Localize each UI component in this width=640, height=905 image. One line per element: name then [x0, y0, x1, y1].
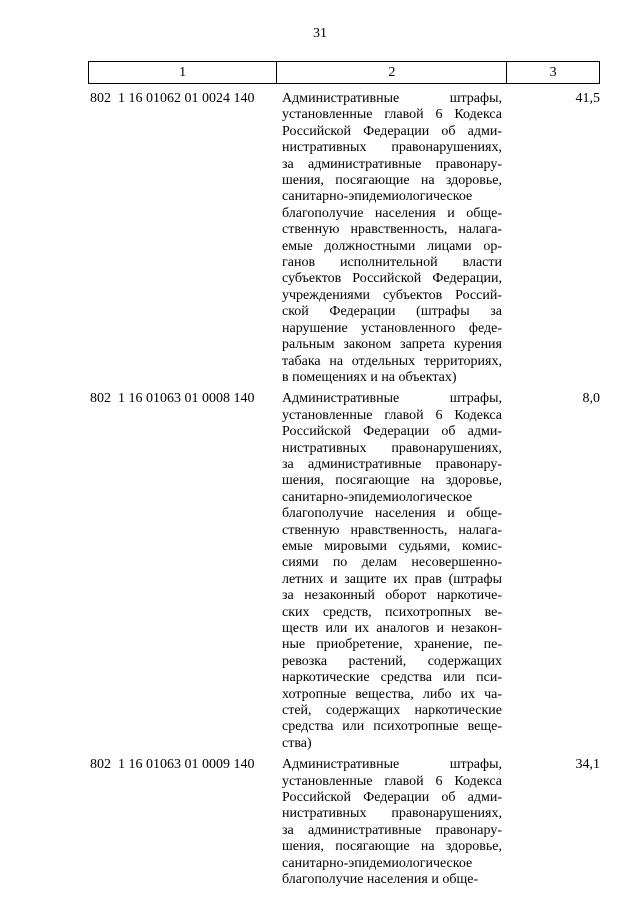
description-line: ской Федерации (штрафы за — [282, 304, 502, 320]
column-header-2: 2 — [276, 62, 506, 83]
description-line: нистративных правонарушениях, — [282, 806, 502, 822]
revenue-description — [280, 91, 502, 386]
description-line: за административные правонару- — [282, 456, 502, 472]
revenue-description — [280, 391, 502, 752]
budget-classification-code: 802 1 16 01063 01 0008 140 — [90, 391, 255, 407]
description-line: ральным законом запрета курения — [282, 337, 502, 353]
table-row — [88, 391, 600, 752]
description-line: шения, посягающие на здоровье, — [282, 473, 502, 489]
description-line: ственную нравственность, налага- — [282, 222, 502, 238]
description-line: благополучие населения и обще- — [282, 872, 479, 888]
table-body — [88, 91, 600, 889]
description-line: за административные правонару- — [282, 156, 502, 172]
description-line: Российской Федерации об адми- — [282, 123, 502, 139]
description-line: санитарно-эпидемиологическое — [282, 189, 473, 205]
description-line: Административные штрафы, — [282, 91, 502, 106]
description-line: емые должностными лицами ор- — [282, 238, 502, 254]
description-line: Российской Федерации об адми- — [282, 790, 502, 806]
column-header-3: 3 — [506, 62, 599, 83]
description-line: за административные правонару- — [282, 822, 502, 838]
description-line: летних и защите их прав (штрафы — [282, 571, 502, 587]
description-line: сиями по делам несовершенно- — [282, 555, 502, 571]
description-line: хотропные вещества, либо их ча- — [282, 686, 502, 702]
description-line: шения, посягающие на здоровье, — [282, 839, 502, 855]
description-line: установленные главой 6 Кодекса — [282, 107, 502, 123]
description-line: емые мировыми судьями, комис- — [282, 538, 502, 554]
description-line: ственную нравственность, налага- — [282, 522, 502, 538]
table-header-row — [88, 61, 600, 84]
description-line: установленные главой 6 Кодекса — [282, 407, 502, 423]
revenue-description — [280, 757, 502, 888]
description-line: ные приобретение, хранение, пе- — [282, 637, 502, 653]
description-line: ганов исполнительной власти — [282, 255, 502, 271]
description-line: ства) — [282, 735, 312, 751]
description-line: благополучие населения и обще- — [282, 506, 502, 522]
table-row — [88, 91, 600, 386]
budget-classification-code: 802 1 16 01062 01 0024 140 — [90, 91, 255, 106]
description-line: средства или психотропные веще- — [282, 719, 502, 735]
description-line: табака на отдельных территориях, — [282, 353, 502, 369]
description-line: Административные штрафы, — [282, 757, 502, 773]
amount-value: 8,0 — [582, 391, 600, 407]
description-line: Административные штрафы, — [282, 391, 502, 407]
table-row — [88, 757, 600, 888]
description-line: нистративных правонарушениях, — [282, 440, 502, 456]
description-line: Российской Федерации об адми- — [282, 424, 502, 440]
description-line: в помещениях и на объектах) — [282, 369, 457, 385]
amount-value: 41,5 — [575, 91, 600, 106]
description-line: ществ или их аналогов и незакон- — [282, 621, 502, 636]
budget-table — [88, 61, 600, 894]
description-line: нистративных правонарушениях, — [282, 140, 502, 156]
page-number: 31 — [313, 26, 327, 41]
description-line: ских средств, психотропных ве- — [282, 604, 502, 620]
column-header-1: 1 — [179, 65, 187, 80]
budget-classification-code: 802 1 16 01063 01 0009 140 — [90, 757, 255, 773]
description-line: за незаконный оборот наркотиче- — [282, 588, 502, 604]
description-line: стей, содержащих наркотические — [282, 703, 502, 719]
description-line: учреждениями субъектов Россий- — [282, 287, 502, 303]
description-line: благополучие населения и обще- — [282, 205, 502, 221]
description-line: ревозка растений, содержащих — [282, 653, 502, 669]
description-line: субъектов Российской Федерации, — [282, 271, 502, 287]
description-line: санитарно-эпидемиологическое — [282, 489, 473, 505]
description-line: установленные главой 6 Кодекса — [282, 773, 502, 789]
description-line: шения, посягающие на здоровье, — [282, 173, 502, 189]
amount-value: 34,1 — [575, 757, 600, 773]
description-line: наркотические средства или пси- — [282, 670, 502, 686]
description-line: нарушение установленного феде- — [282, 320, 502, 336]
description-line: санитарно-эпидемиологическое — [282, 855, 473, 871]
